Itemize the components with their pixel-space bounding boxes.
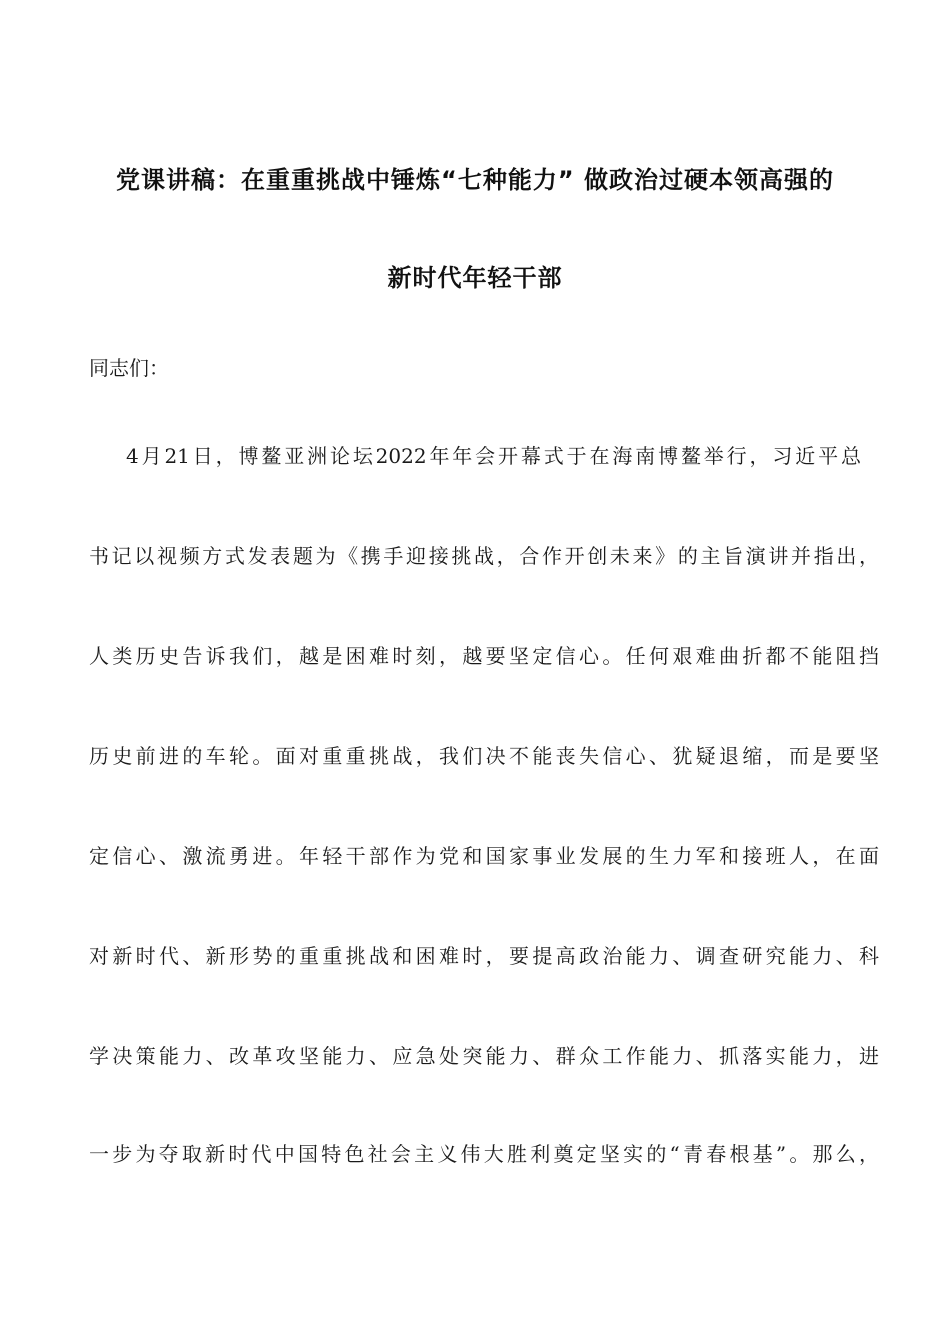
paragraph-line: 历史前进的车轮。面对重重挑战，我们决不能丧失信心、犹疑退缩，而是要坚 bbox=[89, 744, 879, 768]
document-title-line-1: 党课讲稿：在重重挑战中锤炼“七种能力” 做政治过硬本领高强的 bbox=[116, 166, 834, 194]
paragraph-line: 4月21日，博鳌亚洲论坛2022年年会开幕式于在海南博鳌举行，习近平总 bbox=[126, 444, 861, 468]
document-title-line-2: 新时代年轻干部 bbox=[387, 264, 563, 292]
paragraph-line: 书记以视频方式发表题为《携手迎接挑战，合作开创未来》的主旨演讲并指出， bbox=[89, 544, 879, 568]
paragraph-line: 人类历史告诉我们，越是困难时刻，越要坚定信心。任何艰难曲折都不能阻挡 bbox=[89, 644, 879, 668]
salutation: 同志们： bbox=[89, 356, 169, 380]
paragraph-line: 定信心、激流勇进。年轻干部作为党和国家事业发展的生力军和接班人，在面 bbox=[89, 844, 879, 868]
paragraph-line: 对新时代、新形势的重重挑战和困难时，要提高政治能力、调查研究能力、科 bbox=[89, 944, 879, 968]
paragraph-line: 一步为夺取新时代中国特色社会主义伟大胜利奠定坚实的“青春根基”。那么， bbox=[89, 1142, 879, 1166]
paragraph-line: 学决策能力、改革攻坚能力、应急处突能力、群众工作能力、抓落实能力，进 bbox=[89, 1044, 879, 1068]
